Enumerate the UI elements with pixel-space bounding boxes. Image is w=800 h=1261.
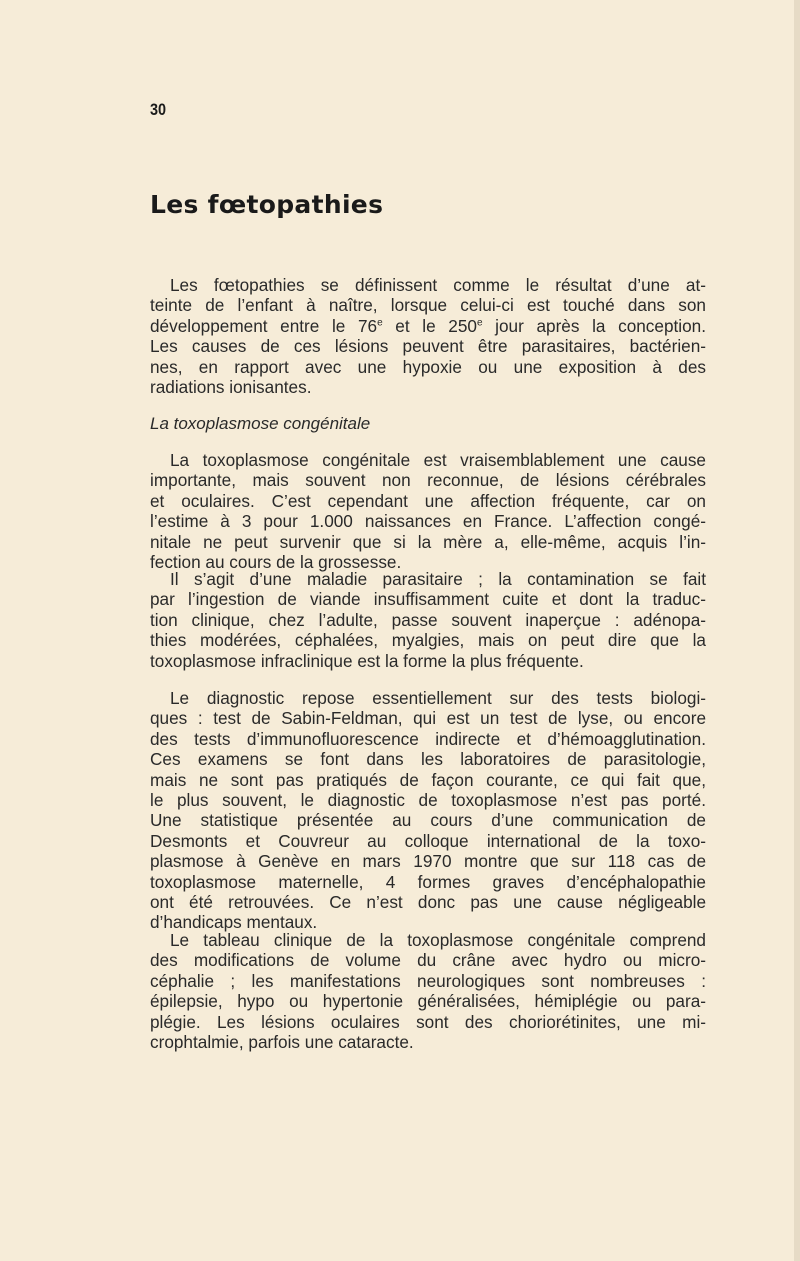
page-number: 30 — [150, 100, 167, 119]
text-line: des modifications de volume du crâne avec hydro ou micro- — [150, 950, 706, 971]
paragraph-intro — [150, 275, 706, 397]
page-edge — [794, 0, 800, 1261]
paragraph-3 — [150, 688, 706, 933]
text-line: Desmonts et Couvreur au colloque international de la toxo- — [150, 830, 706, 851]
text-line: et oculaires. C’est cependant une affection fréquente, car on — [150, 490, 706, 511]
text-line: développement entre le 76e et le 250e jour après la conception. — [150, 315, 707, 336]
text-line: La toxoplasmose congénitale est vraisemblablement une cause — [170, 450, 706, 470]
text-line: nitale ne peut survenir que si la mère a, elle-même, acquis l’in- — [150, 531, 706, 552]
text-line: toxoplasmose infraclinique est la forme la plus fréquente. — [150, 650, 584, 671]
text-line: teinte de l’enfant à naître, lorsque celui-ci est touché dans son — [150, 295, 706, 316]
text-line: d’handicaps mentaux. — [150, 912, 318, 933]
text-line: plégie. Les lésions oculaires sont des choriorétinites, une mi- — [150, 1011, 706, 1032]
subheading: La toxoplasmose congénitale — [150, 414, 371, 433]
text-line: fection au cours de la grossesse. — [150, 552, 402, 573]
text-line: importante, mais souvent non reconnue, de lésions cérébrales — [150, 470, 706, 491]
text-line: le plus souvent, le diagnostic de toxoplasmose n’est pas porté. — [150, 790, 706, 811]
paragraph-1 — [150, 450, 706, 572]
text-line: radiations ionisantes. — [150, 377, 312, 398]
text-line: ont été retrouvées. Ce n’est donc pas une cause négligeable — [150, 892, 706, 913]
text-line: crophtalmie, parfois une cataracte. — [150, 1032, 414, 1053]
text-line: Il s’agit d’une maladie parasitaire ; la contamination se fait — [170, 569, 706, 589]
text-line: thies modérées, céphalées, myalgies, mais on peut dire que la — [150, 630, 706, 651]
text-line: l’estime à 3 pour 1.000 naissances en France. L’affection congé- — [150, 511, 706, 532]
text-line: nes, en rapport avec une hypoxie ou une exposition à des — [150, 356, 706, 377]
text-line: mais ne sont pas pratiqués de façon courante, ce qui fait que, — [150, 769, 706, 790]
text-line: Le diagnostic repose essentiellement sur des tests biologi- — [170, 688, 706, 708]
section-title: Les fœtopathies — [150, 190, 384, 219]
paragraph-4 — [150, 930, 706, 1052]
text-line: toxoplasmose maternelle, 4 formes graves d’encéphalopathie — [150, 871, 706, 892]
text-line: céphalie ; les manifestations neurologiques sont nombreuses : — [150, 970, 706, 991]
text-line: par l’ingestion de viande insuffisamment cuite et dont la traduc- — [150, 589, 706, 610]
text-line: Le tableau clinique de la toxoplasmose congénitale comprend — [170, 930, 706, 950]
text-line: tion clinique, chez l’adulte, passe souvent inaperçue : adénopa- — [150, 609, 706, 630]
text-line: des tests d’immunofluorescence indirecte et d’hémoagglutination. — [150, 728, 706, 749]
text-line: épilepsie, hypo ou hypertonie généralisées, hémiplégie ou para- — [150, 991, 706, 1012]
text-line: plasmose à Genève en mars 1970 montre que sur 118 cas de — [150, 851, 706, 872]
text-line: Les causes de ces lésions peuvent être parasitaires, bactérien- — [150, 336, 706, 357]
text-line: Ces examens se font dans les laboratoires de parasitologie, — [150, 749, 706, 770]
text-line: Les fœtopathies se définissent comme le résultat d’une at- — [170, 275, 706, 295]
paragraph-2 — [150, 569, 706, 671]
text-line: Une statistique présentée au cours d’une communication de — [150, 810, 706, 831]
text-line: ques : test de Sabin-Feldman, qui est un test de lyse, ou encore — [150, 708, 706, 729]
